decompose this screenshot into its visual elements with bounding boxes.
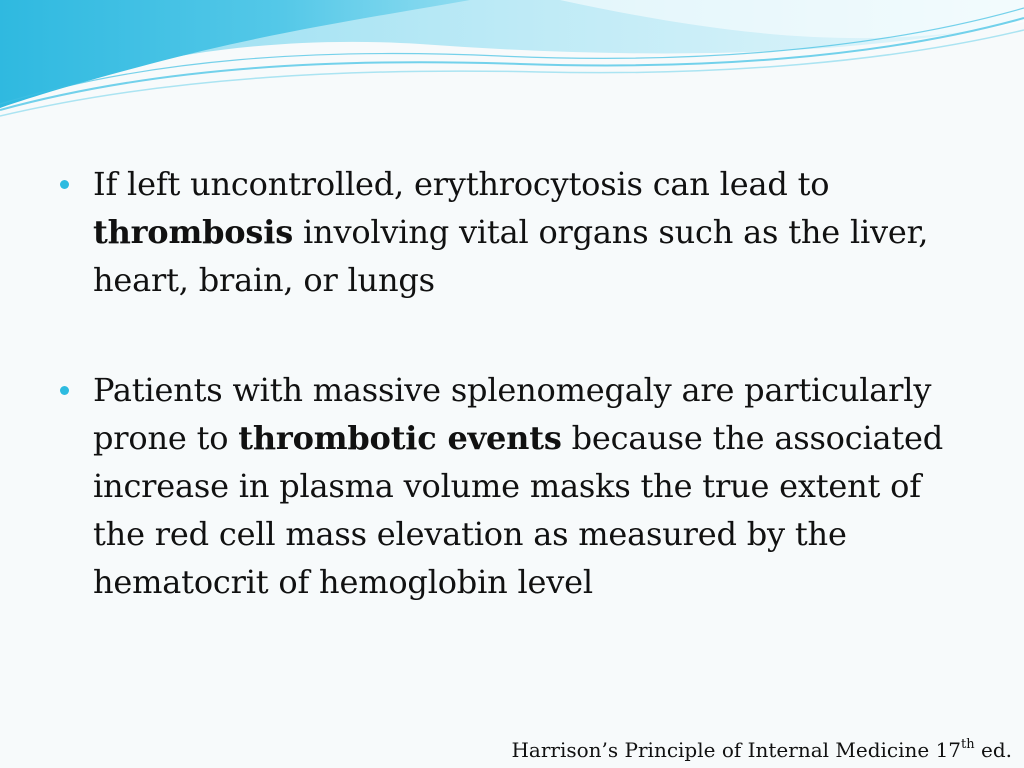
bullet-text — [93, 165, 928, 299]
bullet-item-1 — [56, 160, 956, 304]
bullet-item-2 — [56, 366, 956, 606]
citation-footer — [511, 738, 1012, 762]
citation-text: Harrison’s Principle of Internal Medicine 17 — [511, 738, 962, 762]
bullet-text-before: If left uncontrolled, erythrocytosis can lead to — [93, 165, 830, 203]
bullet-text — [93, 371, 943, 601]
bullet-list — [56, 160, 956, 606]
citation-superscript: th — [961, 737, 975, 752]
bullet-text-after: because the associated increase in plasma volume masks the true extent of the red cell mass elevation as measured by the hematocrit of hemoglobin level — [93, 419, 944, 601]
citation-suffix: ed. — [974, 738, 1012, 762]
bullet-dot-icon — [60, 386, 69, 395]
bullet-text-after: involving vital organs such as the liver, heart, brain, or lungs — [93, 213, 929, 299]
bullet-bold-term: thrombotic events — [238, 419, 562, 457]
bullet-dot-icon — [60, 180, 69, 189]
bullet-bold-term: thrombosis — [93, 213, 294, 251]
bullet-text-before: Patients with massive splenomegaly are particularly prone to — [93, 371, 932, 457]
decorative-wave-header — [0, 0, 1024, 130]
